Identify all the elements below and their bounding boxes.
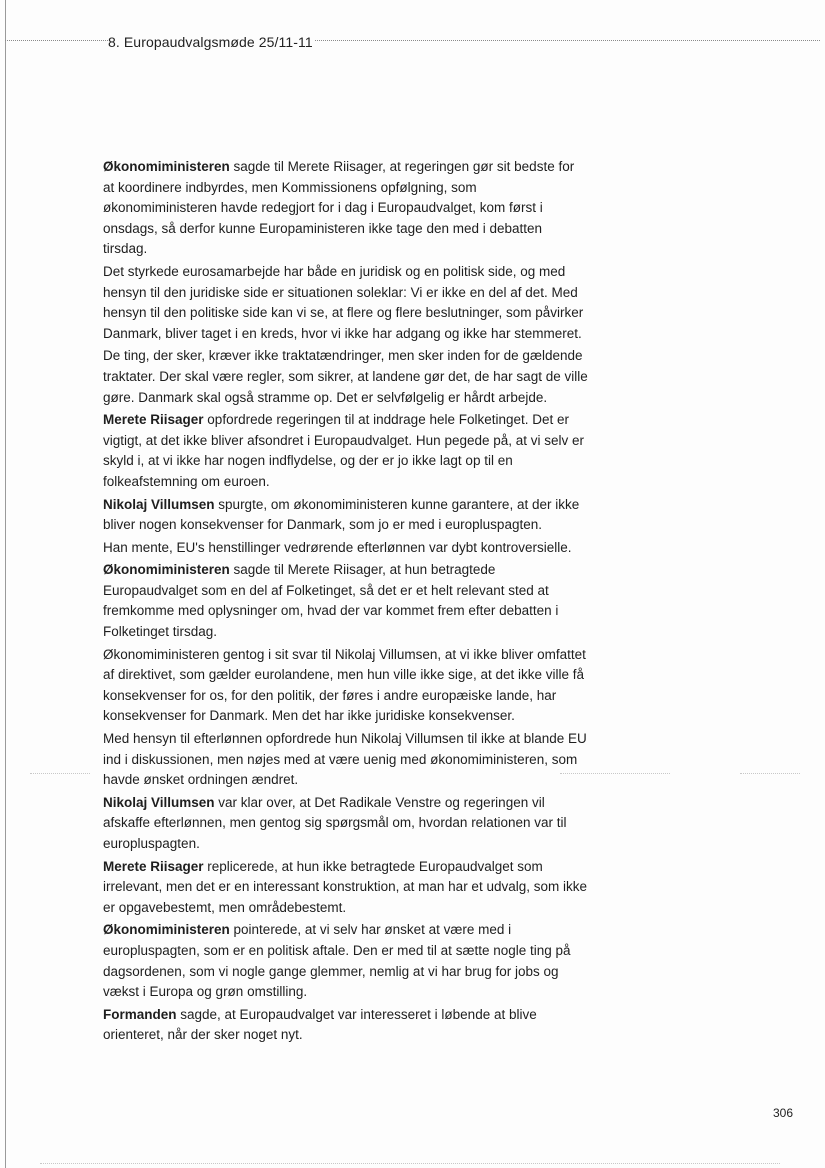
paragraph bbox=[103, 262, 589, 344]
scan-artifact bbox=[740, 773, 800, 775]
scan-artifact bbox=[30, 773, 90, 775]
speaker-name: Økonomiministeren bbox=[103, 922, 230, 938]
paragraph bbox=[103, 920, 589, 1002]
paragraph-text: sagde til Merete Riisager, at hun betragtede Europaudvalget som en del af Folketinget, så det er et helt relevant sted at fremkomme med oplysninger om, hvad der var kommet frem efter debatten i Folketinget tirsdag. bbox=[103, 562, 559, 640]
paragraph-text: Det styrkede eurosamarbejde har både en juridisk og en politisk side, og med hensyn til den juridiske side er situationen soleklar: Vi er ikke en del af det. Med hensyn til den politiske side kan vi se, at flere og flere beslutninger, som påvirker Danmark, bliver taget i en kreds, hvor vi ikke har adgang og ikke har stemmeret. bbox=[103, 263, 584, 341]
paragraph-text: sagde til Merete Riisager, at regeringen gør sit bedste for at koordinere indbyrdes, men Kommissionens opfølgning, som økonomiministeren havde redegjort for i dag i Europaudvalget, kom først i onsdags, så derfor kunne Europaministeren ikke tage den med i debatten tirsdag. bbox=[103, 159, 575, 257]
paragraph-text: replicerede, at hun ikke betragtede Europaudvalget som irrelevant, men det er en interessant konstruktion, at man har et udvalg, som ikke er opgavebestemt, men områdebestemt. bbox=[103, 858, 587, 915]
page-number: 306 bbox=[773, 1106, 794, 1120]
paragraph bbox=[103, 560, 589, 642]
paragraph bbox=[103, 157, 589, 260]
speaker-name: Formanden bbox=[103, 1006, 177, 1022]
page-left-edge bbox=[5, 0, 6, 1168]
paragraph-text: opfordrede regeringen til at inddrage hele Folketinget. Det er vigtigt, at det ikke bliver afsondret i Europaudvalget. Hun pegede på, at vi selv er skyld i, at vi ikke har nogen indflydelse, og der er jo ikke lagt op til en folkeafstemning om euroen. bbox=[103, 412, 585, 489]
document-body bbox=[103, 157, 589, 1048]
paragraph bbox=[103, 410, 589, 492]
speaker-name: Økonomiministeren bbox=[103, 562, 230, 578]
scan-artifact bbox=[40, 1163, 780, 1165]
paragraph bbox=[103, 793, 589, 855]
paragraph bbox=[103, 1005, 589, 1046]
page-header: 8. Europaudvalgsmøde 25/11-11 bbox=[108, 34, 313, 50]
paragraph-text: sagde, at Europaudvalget var interesseret i løbende at blive orienteret, når der sker noget nyt. bbox=[103, 1006, 537, 1043]
speaker-name: Økonomiministeren bbox=[103, 159, 230, 174]
speaker-name: Nikolaj Villumsen bbox=[103, 496, 215, 512]
paragraph bbox=[103, 729, 589, 791]
paragraph-text: Han mente, EU's henstillinger vedrørende efterlønnen var dybt kontroversielle. bbox=[103, 539, 572, 555]
paragraph bbox=[103, 495, 589, 536]
paragraph-text: pointerede, at vi selv har ønsket at være med i europluspagten, som er en politisk aftale. Den er med til at sætte nogle ting på dagsordenen, som vi nogle gange glemmer, nemlig at vi har brug for jobs og vækst i Europa og grøn omstilling. bbox=[103, 922, 571, 1000]
speaker-name: Merete Riisager bbox=[103, 858, 204, 874]
paragraph-text: Med hensyn til efterlønnen opfordrede hun Nikolaj Villumsen til ikke at blande EU ind i diskussionen, men nøjes med at være uenig med økonomiministeren, som havde ønsket ordningen ændret. bbox=[103, 731, 587, 788]
scan-artifact bbox=[560, 773, 670, 775]
paragraph-text: var klar over, at Det Radikale Venstre og regeringen vil afskaffe efterlønnen, men gentog sig spørgsmål om, hvordan relationen var til europluspagten. bbox=[103, 794, 567, 851]
paragraph bbox=[103, 346, 589, 408]
paragraph-text: De ting, der sker, kræver ikke traktatændringer, men sker inden for de gældende traktater. Der skal være regler, som sikrer, at landene gør det, de har sagt de ville gøre. Danmark skal også stramme op. Det er selvfølgelig er hårdt arbejde. bbox=[103, 348, 588, 405]
speaker-name: Merete Riisager bbox=[103, 412, 204, 428]
paragraph bbox=[103, 857, 589, 919]
paragraph bbox=[103, 538, 589, 559]
paragraph bbox=[103, 645, 589, 727]
speaker-name: Nikolaj Villumsen bbox=[103, 794, 215, 810]
paragraph-text: spurgte, om økonomiministeren kunne garantere, at der ikke bliver nogen konsekvenser for Danmark, som jo er med i europluspagten. bbox=[103, 496, 580, 533]
paragraph-text: Økonomiministeren gentog i sit svar til Nikolaj Villumsen, at vi ikke bliver omfattet af direktivet, som gælder eurolandene, men hun ville ikke sige, at det ikke ville få konsekvenser for os, for den politik, der føres i andre europæiske lande, har konsekvenser for Danmark. Men det har ikke juridiske konsekvenser. bbox=[103, 646, 586, 724]
